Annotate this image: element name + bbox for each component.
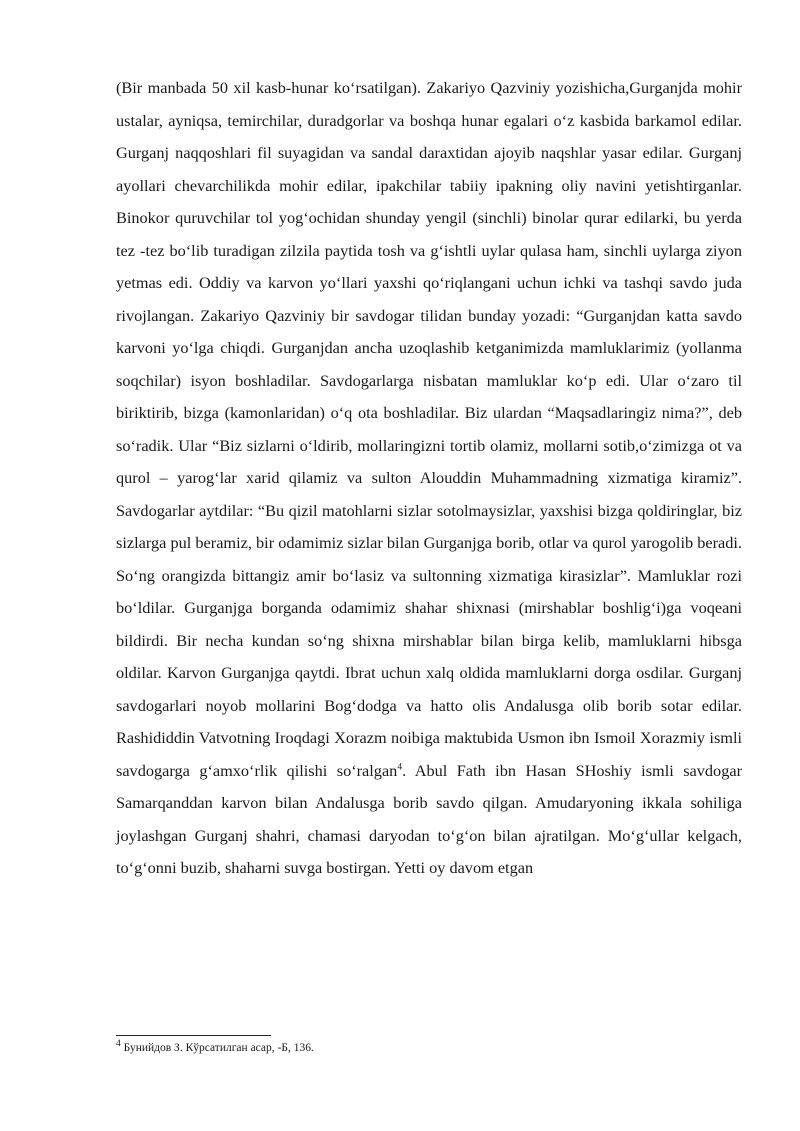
footnote-text: Бунийдов З. Кўрсатилган асар, -Б, 136. (120, 1042, 314, 1054)
paragraph-text-part-2: . Abul Fath ibn Hasan SHoshiy ismli savdogar Samarqanddan karvon bilan Andalusga borib savdo qilgan. Amudaryoning ikkala sohiliga joylashgan Gurganj shahri, chamasi daryodan to‘g‘on bilan ajratilgan. Mo‘g‘ullar kelgach, to‘g‘onni buzib, shaharni suvga bostirgan. Yetti oy davom etgan (116, 760, 742, 877)
paragraph-text-part-1: (Bir manbada 50 xil kasb-hunar ko‘rsatilgan). Zakariyo Qazviniy yozishicha,Gurganjda mohir ustalar, ayniqsa, temirchilar, duradgorlar va boshqa hunar egalari o‘z kasbida barkamol edilar. Gurganj naqqoshlari fil suyagidan va sandal daraxtidan ajoyib naqshlar yasar edilar. Gurganj ayollari chevarchilikda mohir edilar, ipakchilar tabiiy ipakning oliy navini yetishtirganlar. Binokor quruvchilar tol yog‘ochidan shunday yengil (sinchli) binolar qurar edilarki, bu yerda tez -tez bo‘lib turadigan zilzila paytida tosh va g‘ishtli uylar qulasa ham, sinchli uylarga ziyon yetmas edi. Oddiy va karvon yo‘llari yaxshi qo‘riqlangani uchun ichki va tashqi savdo juda rivojlangan. Zakariyo Qazviniy bir savdogar tilidan bunday yozadi: “Gurganjdan katta savdo karvoni yo‘lga chiqdi. Gurganjdan ancha uzoqlashib ketganimizda mamluklarimiz (yollanma soqchilar) isyon boshladilar. Savdogarlarga nisbatan mamluklar ko‘p edi. Ular o‘zaro til biriktirib, bizga (kamonlaridan) o‘q ota boshladilar. Biz ulardan “Maqsadlaringiz nima?”, deb so‘radik. Ular “Biz sizlarni o‘ldirib, mollaringizni tortib olamiz, mollarni sotib,o‘zimizga ot va qurol – yarog‘lar xarid qilamiz va sulton Alouddin Muhammadning xizmatiga kiramiz”. Savdogarlar aytdilar: “Bu qizil matohlarni sizlar sotolmaysizlar, yaxshisi bizga qoldiringlar, biz sizlarga pul beramiz, bir odamimiz sizlar bilan Gurganjga borib, otlar va qurol yarogolib beradi. So‘ng orangizda bittangiz amir bo‘lasiz va sultonning xizmatiga kirasizlar”. Mamluklar rozi bo‘ldilar. Gurganjga borganda odamimiz shahar shixnasi (mirshablar boshlig‘i)ga voqeani bildirdi. Bir necha kundan so‘ng shixna mirshablar bilan birga kelib, mamluklarni hibsga oldilar. Karvon Gurganjga qaytdi. Ibrat uchun xalq oldida mamluklarni dorga osdilar. Gurganj savdogarlari noyob mollarini Bog‘dodga va hatto olis Andalusga olib borib sotar edilar. Rashididdin Vatvotning Iroqdagi Xorazm noibiga maktubida Usmon ibn Ismoil Xorazmiy ismli savdogarga g‘amxo‘rlik qilishi so‘ralgan (116, 78, 742, 780)
footnote-divider (116, 1035, 271, 1036)
page-body (116, 72, 742, 885)
footnote-number: 4 (116, 1039, 121, 1050)
body-paragraph (116, 72, 742, 885)
footnote-reference[interactable]: 4 (397, 762, 403, 773)
footnote (116, 1040, 742, 1056)
